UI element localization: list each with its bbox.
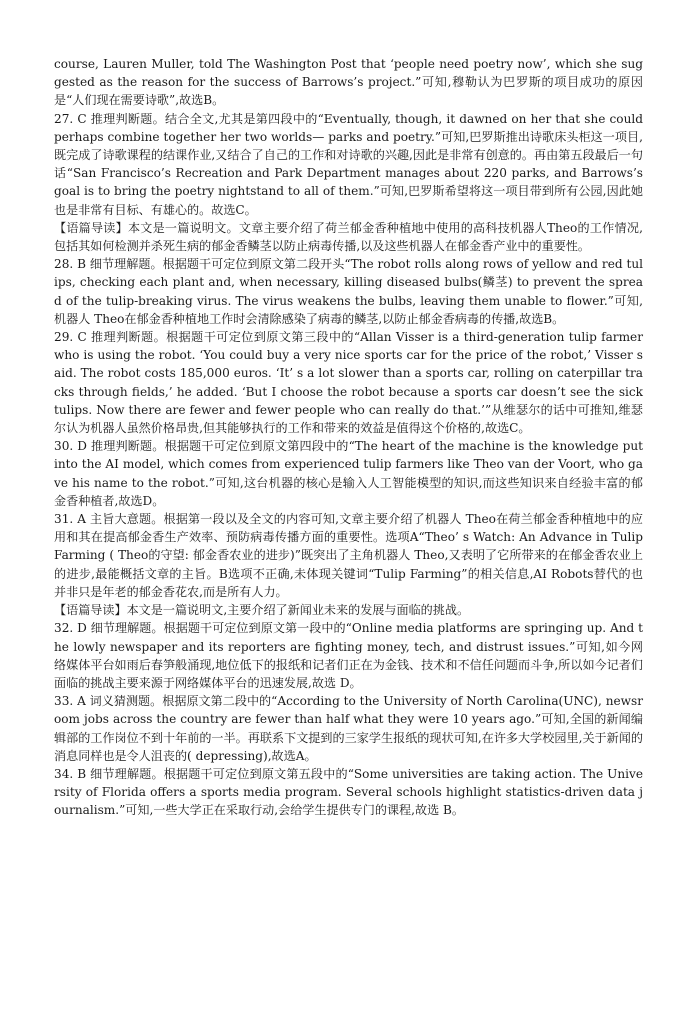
answer-paragraph-31: 31. A 主旨大意题。根据第一段以及全文的内容可知,文章主要介绍了机器人 Theo在荷兰郁金香种植地中的应用和其在提高郁金香生产效率、预防病毒传播方面的重要性。选项A“Theo’ s Watch: An Advance in Tulip Farming ( Theo的守望: 郁金香农业的进步)”既突出了主角机器人 Theo,又表明了它所带来的在郁金香农业上的进步,最能概括文章的主旨。B选项不正确,未体现关键词“Tulip Farming”的相关信息,AI Robots替代的也并非只是年老的郁金香花农,而是所有人力。	[54, 512, 643, 599]
answer-paragraph-27: 27. C 推理判断题。结合全文,尤其是第四段中的“Eventually, though, it dawned on her that she could perhaps combine together her two worlds— parks and poetry.”可知,巴罗斯推出诗歌床头柜这一项目,既完成了诗歌课程的结课作业,又结合了自己的工作和对诗歌的兴趣,因此是非常有创意的。再由第五段最后一句话“San Francisco’s Recreation and Park Department manages about 220 parks, and Barrows’s goal is to bring the poetry nightstand to all of them.”可知,巴罗斯希望将这一项目带到所有公园,因此她也是非常有目标、有雄心的。故选C。	[54, 111, 643, 217]
answer-paragraph-29: 29. C 推理判断题。根据题干可定位到原文第三段中的“Allan Visser is a third-generation tulip farmer who is using the robot. ‘You could buy a very nice sports car for the price of the robot,’ Visser said. The robot costs 185,000 euros. ‘It’ s a lot slower than a sports car, rolling on caterpillar tracks through fields,’ he added. ‘But I choose the robot because a sports car doesn’t see the sick tulips. Now there are fewer and fewer people who can really do that.’”从维瑟尔的话中可推知,维瑟尔认为机器人虽然价格昂贵,但其能够执行的工作和带来的效益是值得这个价格的,故选C。	[54, 330, 643, 436]
passage-guide-tag: 【语篇导读】	[54, 220, 128, 235]
answer-paragraph-33: 33. A 词义猜测题。根据原文第二段中的“According to the University of North Carolina(UNC), newsroom jobs across the country are fewer than half what they were 10 years ago.”可知,全国的新闻编辑部的工作岗位不到十年前的一半。再联系下文提到的三家学生报纸的现状可知,在许多大学校园里,关于新闻的消息同样也是令人沮丧的( depressing),故选A。	[54, 694, 643, 763]
answer-paragraph-26-continued: course, Lauren Muller, told The Washington Post that ‘people need poetry now’, which she suggested as the reason for the success of Barrows’s project.”可知,穆勒认为巴罗斯的项目成功的原因是“人们现在需要诗歌”,故选B。	[54, 57, 643, 108]
passage-guide-paragraph	[54, 601, 643, 619]
passage-guide-tag: 【语篇导读】	[54, 603, 127, 618]
passage-guide-paragraph	[54, 219, 643, 255]
passage-guide-text: 本文是一篇说明文。文章主要介绍了荷兰郁金香种植地中使用的高科技机器人Theo的工作情况,包括其如何检测并杀死生病的郁金香鳞茎以防止病毒传播,以及这些机器人在郁金香产业中的重要性。	[54, 220, 643, 254]
passage-guide-text: 本文是一篇说明文,主要介绍了新闻业未来的发展与面临的挑战。	[126, 603, 470, 618]
answer-paragraph-32: 32. D 细节理解题。根据题干可定位到原文第一段中的“Online media platforms are springing up. And the lowly newspaper and its reporters are fighting money, tech, and distrust issues.”可知,如今网络媒体平台如雨后春笋般涌现,地位低下的报纸和记者们正在为金钱、技术和不信任问题而斗争,所以如今记者们面临的挑战主要来源于网络媒体平台的迅速发展,故选 D。	[54, 621, 643, 690]
answer-paragraph-28: 28. B 细节理解题。根据题干可定位到原文第二段开头“The robot rolls along rows of yellow and red tulips, checking each plant and, when necessary, killing diseased bulbs(鳞茎) to prevent the spread of the tulip-breaking virus. The virus weakens the bulbs, leaving them unable to flower.”可知,机器人 Theo在郁金香种植地工作时会清除感染了病毒的鳞茎,以防止郁金香病毒的传播,故选B。	[54, 257, 643, 326]
answer-paragraph-30: 30. D 推理判断题。根据题干可定位到原文第四段中的“The heart of the machine is the knowledge put into the AI model, which comes from experienced tulip farmers like Theo van der Voort, who gave his name to the robot.”可知,这台机器的核心是输入人工智能模型的知识,而这些知识来自经验丰富的郁金香种植者,故选D。	[54, 439, 643, 508]
answer-paragraph-34: 34. B 细节理解题。根据题干可定位到原文第五段中的“Some universities are taking action. The University of Florida offers a sports media program. Several schools highlight statistics-driven data journalism.”可知,一些大学正在采取行动,会给学生提供专门的课程,故选 B。	[54, 766, 643, 818]
